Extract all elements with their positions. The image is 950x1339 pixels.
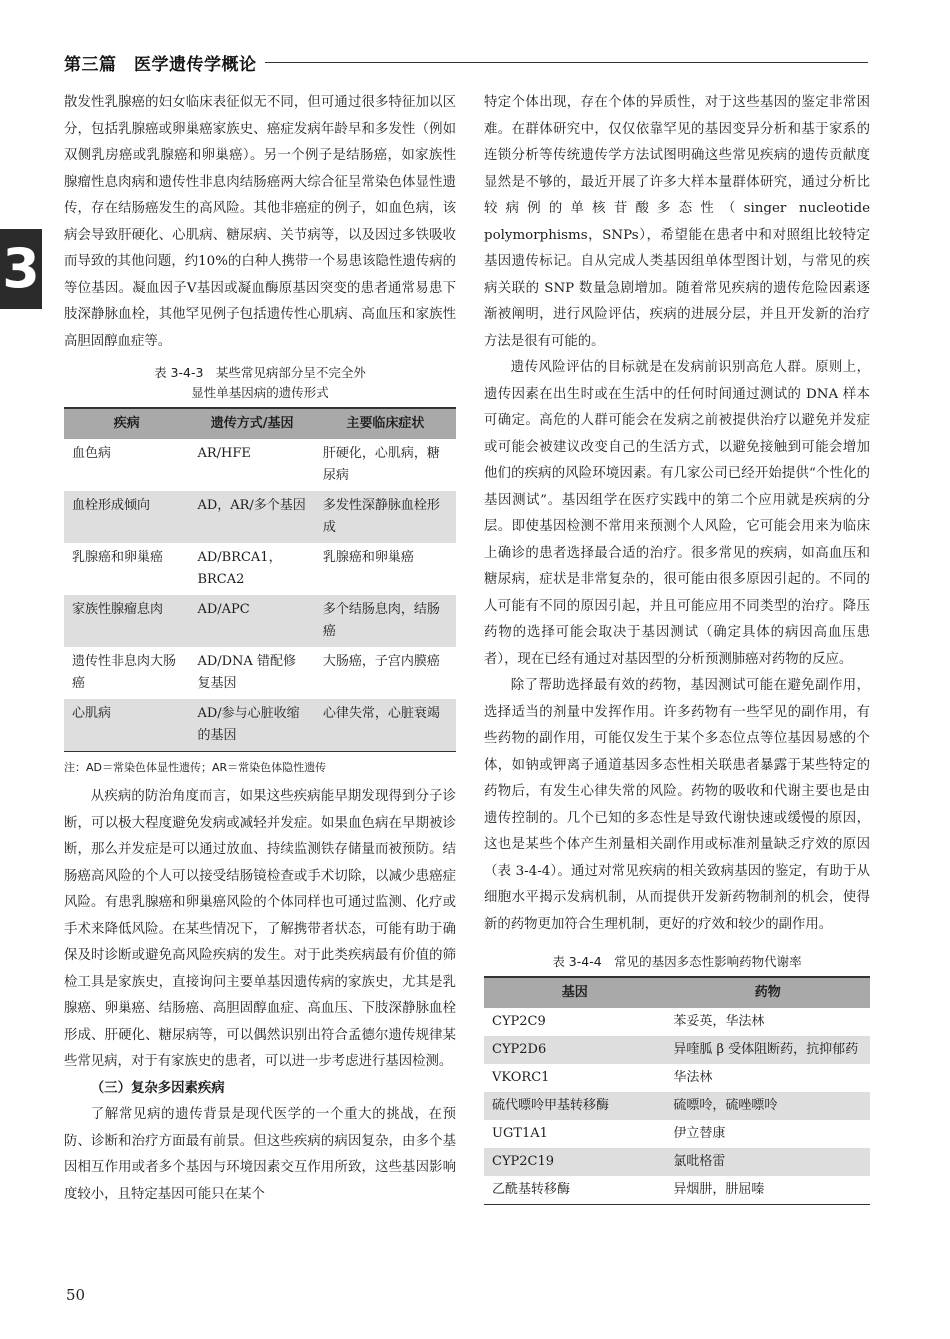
left-paragraph-1: 散发性乳腺癌的妇女临床表征似无不同，但可通过很多特征加以区分，包括乳腺癌或卵巢癌家族史、癌症发病年龄早和多发性（例如双侧乳房癌或乳腺癌和卵巢癌）。另一个例子是结肠癌，如家族性腺瘤性息肉病和遗传性非息肉结肠癌两大综合征呈常染色体显性遗传，存在结肠癌发生的高风险。其他非癌症的例子，如血色病，该病会导致肝硬化、心肌病、糖尿病、关节病等，以及因过多铁吸收而导致的其他问题，约10%的白种人携带一个易患该隐性遗传病的等位基因。凝血因子Ⅴ基因或凝血酶原基因突变的患者通常易患下肢深静脉血栓，其他罕见例子包括遗传性心肌病、高血压和家族性高胆固醇血症等。 (64, 95, 456, 349)
table-cell: 乳腺癌和卵巢癌 (72, 550, 164, 565)
table-cell: AD/BRCA1，BRCA2 (197, 550, 282, 587)
table-cell: CYP2C9 (492, 1014, 546, 1029)
table-header-cell: 主要临床症状 (315, 408, 456, 439)
table-row (64, 647, 456, 699)
right-paragraph-3: 除了帮助选择最有效的药物，基因测试可能在避免副作用，选择适当的剂量中发挥作用。许多药物有一些罕见的副作用，有些药物的副作用，可能仅发生于某个多态位点等位基因易感的个体，如钠或钾离子通道基因多态性相关联患者暴露于某些特定的药物后，有发生心律失常的风险。药物的吸收和代谢主要也是由遗传控制的。几个已知的多态性是导致代谢快速或缓慢的原因，这也是某些个体产生剂量相关副作用或标准剂量缺乏疗效的原因（表 3-4-4）。通过对常见疾病的相关致病基因的鉴定，有助于从细胞水平揭示发病机制，从而提供开发新药物制剂的机会，使得新的药物更加符合生理机制，更好的疗效和较少的副作用。 (484, 678, 870, 932)
table-cell: AD/DNA 错配修复基因 (197, 654, 296, 691)
table-header-cell: 药物 (665, 977, 870, 1008)
right-column (484, 90, 870, 1205)
table-cell: AR/HFE (197, 446, 251, 461)
left-paragraph-3: 了解常见病的遗传背景是现代医学的一个重大的挑战，在预防、诊断和治疗方面最有前景。但这些疾病的病因复杂，由多个基因相互作用或者多个基因与环境因素交互作用所致，这些基因影响度较小，且特定基因可能只在某个 (64, 1107, 456, 1202)
table-3-4-3-caption-line-2: 显性单基因病的遗传形式 (191, 385, 329, 400)
chapter-tab: 3 (0, 229, 42, 309)
table-3-4-4-caption: 表 3-4-4 常见的基因多态性影响药物代谢率 (552, 954, 802, 969)
table-cell: CYP2C19 (492, 1154, 555, 1169)
table-row (484, 1148, 870, 1176)
table-cell: 多发性深静脉血栓形成 (322, 498, 440, 535)
section-title: 第三篇 医学遗传学概论 (64, 54, 257, 75)
table-3-4-3 (64, 407, 456, 752)
table-cell: 硫代嘌呤甲基转移酶 (492, 1098, 610, 1113)
table-row (484, 1008, 870, 1036)
table-row (484, 1064, 870, 1092)
table-header-row (64, 408, 456, 439)
page-header (64, 48, 868, 76)
table-cell: 多个结肠息肉，结肠癌 (322, 602, 440, 639)
left-column (64, 90, 456, 1208)
table-cell: AD/APC (197, 602, 250, 617)
table-cell: 苯妥英，华法林 (673, 1014, 765, 1029)
table-cell: 心肌病 (64, 699, 189, 752)
table-row (64, 491, 456, 543)
table-cell: 硫嘌呤，硫唑嘌呤 (673, 1098, 778, 1113)
table-3-4-3-caption-line-1: 表 3-4-3 某些常见病部分呈不完全外 (154, 365, 366, 380)
table-row (484, 1120, 870, 1148)
table-cell: 异烟肼，肼屈嗪 (665, 1176, 870, 1205)
table-header-cell: 基因 (484, 977, 665, 1008)
table-row (64, 439, 456, 491)
table-cell: 血色病 (72, 446, 112, 461)
table-3-4-4 (484, 976, 870, 1205)
table-cell: 心律失常，心脏衰竭 (315, 699, 456, 752)
table-row (64, 595, 456, 647)
table-header-row (484, 977, 870, 1008)
table-cell: VKORC1 (492, 1070, 550, 1085)
page-number: 50 (66, 1286, 86, 1304)
table-cell: 华法林 (673, 1070, 713, 1085)
table-row (484, 1176, 870, 1205)
table-header-cell: 遗传方式/基因 (189, 408, 314, 439)
table-cell: 氯吡格雷 (673, 1154, 726, 1169)
table-cell: AD/参与心脏收缩的基因 (189, 699, 314, 752)
table-row (64, 699, 456, 752)
table-cell: UGT1A1 (492, 1126, 548, 1141)
table-cell: 异喹胍 β 受体阻断药，抗抑郁药 (673, 1042, 859, 1057)
table-3-4-3-note: 注：AD＝常染色体显性遗传；AR＝常染色体隐性遗传 (64, 761, 327, 774)
table-header-cell: 疾病 (64, 408, 189, 439)
table-cell: AD，AR/多个基因 (197, 498, 306, 513)
table-cell: 血栓形成倾向 (72, 498, 151, 513)
table-cell: 遗传性非息肉大肠癌 (72, 654, 177, 691)
table-cell: 大肠癌，子宫内膜癌 (322, 654, 440, 669)
table-cell: CYP2D6 (492, 1042, 547, 1057)
table-cell: 伊立替康 (673, 1126, 726, 1141)
table-cell: 乳腺癌和卵巢癌 (322, 550, 414, 565)
table-row (484, 1092, 870, 1120)
left-paragraph-2: 从疾病的防治角度而言，如果这些疾病能早期发现得到分子诊断，可以极大程度避免发病或减轻并发症。如果血色病在早期被诊断，那么并发症是可以通过放血、持续监测铁存储量而被预防。结肠癌高风险的个人可以接受结肠镜检查或手术切除，以减少患癌症风险。有患乳腺癌和卵巢癌风险的个体同样也可通过监测、化疗或手术来降低风险。在某些情况下，了解携带者状态，可能有助于确保及时诊断或避免高风险疾病的发生。对于此类疾病最有价值的筛检工具是家族史，直接询问主要单基因遗传病的家族史，尤其是乳腺癌、卵巢癌、结肠癌、高胆固醇血症、高血压、下肢深静脉血栓形成、肝硬化、糖尿病等，可以偶然识别出符合孟德尔遗传规律某些常见病，对于有家族史的患者，可以进一步考虑进行基因检测。 (64, 789, 456, 1069)
right-paragraph-1: 特定个体出现，存在个体的异质性，对于这些基因的鉴定非常困难。在群体研究中，仅仅依靠罕见的基因变异分析和基于家系的连锁分析等传统遗传学方法试图明确这些常见疾病的遗传贡献度显然是不够的，最近开展了许多大样本量群体研究，通过分析比较病例的单核苷酸多态性（singer nucleotide polymorphisms，SNPs），希望能在患者中和对照组比较特定基因遗传标记。自从完成人类基因组单体型图计划，与常见的疾病关联的 SNP 数量急剧增加。随着常见疾病的遗传危险因素逐渐被阐明，进行风险评估，疾病的进展分层，并且开发新的治疗方法是很有可能的。 (484, 95, 870, 349)
table-cell: 乙酰基转移酶 (484, 1176, 665, 1205)
table-row (64, 543, 456, 595)
section-heading: （三）复杂多因素疾病 (90, 1080, 225, 1096)
table-cell: 家族性腺瘤息肉 (72, 602, 164, 617)
right-paragraph-2: 遗传风险评估的目标就是在发病前识别高危人群。原则上，遗传因素在出生时或在生活中的任何时间通过测试的 DNA 样本可确定。高危的人群可能会在发病之前被提供治疗以避免并发症或可能会被建议改变自己的生活方式，以避免接触到可能会增加他们的疾病的风险环境因素。有几家公司已经开始提供“个性化的基因测试”。基因组学在医疗实践中的第二个应用就是疾病的分层。即使基因检测不常用来预测个人风险，它可能会用来为临床上确诊的患者选择最合适的治疗。很多常见的疾病，如高血压和糖尿病，症状是非常复杂的，很可能由很多原因引起的。不同的人可能有不同的原因引起，并且可能应用不同类型的治疗。降压药物的选择可能会取决于基因测试（确定具体的病因高血压患者），现在已经有通过对基因型的分析预测肺癌对药物的反应。 (484, 360, 870, 667)
table-3-4-3-caption (64, 363, 456, 403)
header-rule (265, 62, 869, 63)
table-cell: 肝硬化，心肌病，糖尿病 (322, 446, 440, 483)
table-row (484, 1036, 870, 1064)
